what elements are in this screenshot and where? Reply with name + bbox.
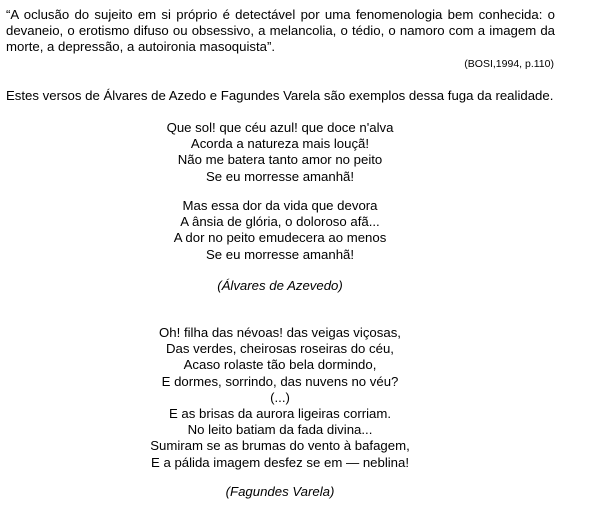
poem-line: Se eu morresse amanhã! <box>205 168 355 184</box>
poem-line: Oh! filha das névoas! das veigas viçosas, <box>159 325 401 340</box>
opening-quote: “A oclusão do sujeito em si próprio é detectável por uma fenomenologia bem conhecida: o devaneio, o erotismo difuso ou obsessivo, a melancolia, o tédio, o namoro com a imagem da morte, a depressão, a autoironia masoquista”. <box>6 7 555 54</box>
poem-line: E dormes, sorrindo, das nuvens no véu? <box>161 373 399 389</box>
poem1-author: (Álvares de Azevedo) <box>217 278 343 293</box>
poem2-stanza <box>100 325 460 471</box>
poem-line: Que sol! que céu azul! que doce n'alva <box>166 120 394 135</box>
poem-line: Se eu morresse amanhã! <box>205 246 355 262</box>
poem-line: Sumiram se as brumas do vento à bafagem, <box>150 438 410 454</box>
poem-line: E a pálida imagem desfez se em — neblina! <box>150 454 410 470</box>
poem-line: No leito batiam da fada divina... <box>187 422 373 438</box>
poem-line: Não me batera tanto amor no peito <box>177 152 383 168</box>
quote-citation: (BOSI,1994, p.110) <box>464 58 554 70</box>
poem-line: (...) <box>270 389 290 405</box>
intro-paragraph: Estes versos de Álvares de Azedo e Fagundes Varela são exemplos dessa fuga da realidade. <box>6 88 554 103</box>
poem-line: Mas essa dor da vida que devora <box>182 198 378 213</box>
poem-line: Acaso rolaste tão bela dormindo, <box>183 357 377 373</box>
poem1-stanza2 <box>100 198 460 263</box>
poem-line: Das verdes, cheirosas roseiras do céu, <box>166 341 394 357</box>
poem-line: E as brisas da aurora ligeiras corriam. <box>168 406 392 422</box>
poem-line: A dor no peito emudecera ao menos <box>173 230 387 246</box>
poem1-stanza1 <box>100 120 460 185</box>
poem-line: Acorda a natureza mais louçã! <box>190 136 370 152</box>
poem2-author: (Fagundes Varela) <box>225 484 335 499</box>
poem-line: A ânsia de glória, o doloroso afã... <box>180 214 380 230</box>
